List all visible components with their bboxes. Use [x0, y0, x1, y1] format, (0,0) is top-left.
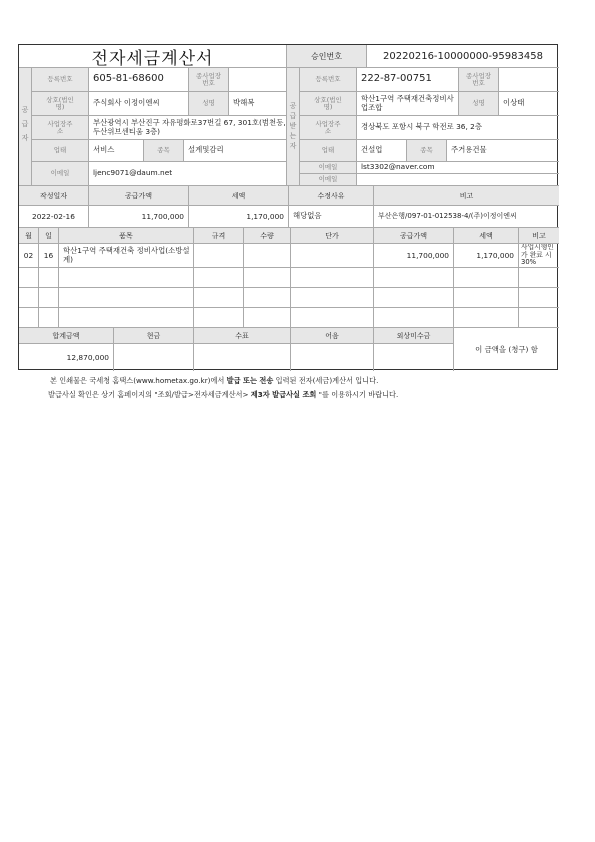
items-cell-spec — [194, 268, 244, 288]
items-cell-tax: 1,170,000 — [454, 244, 519, 268]
totals-check — [194, 344, 291, 371]
summary-supply: 11,700,000 — [89, 206, 189, 228]
items-cell-supply: 11,700,000 — [374, 244, 454, 268]
summary-header-note: 비고 — [374, 186, 559, 206]
supplier-branch-label: 종사업장번호 — [189, 68, 229, 92]
items-cell-qty — [244, 308, 291, 328]
items-cell-day — [39, 288, 59, 308]
totals-header-bill: 어음 — [291, 328, 374, 344]
summary-header-date: 작성일자 — [19, 186, 89, 206]
buyer-reg-label: 등록번호 — [300, 68, 357, 92]
items-cell-item — [59, 268, 194, 288]
totals-credit — [374, 344, 454, 371]
buyer-reg-value: 222-87-00751 — [357, 68, 459, 92]
items-header-qty: 수량 — [244, 228, 291, 244]
buyer-rep-label: 성명 — [459, 92, 499, 116]
items-cell-spec — [194, 308, 244, 328]
tax-invoice-form — [18, 44, 558, 370]
items-cell-supply — [374, 308, 454, 328]
buyer-email2-label: 이메일 — [300, 174, 357, 186]
supplier-biz-value: 서비스 — [89, 140, 144, 162]
buyer-biz-value: 건설업 — [357, 140, 407, 162]
items-cell-month — [19, 308, 39, 328]
summary-header-reason: 수정사유 — [289, 186, 374, 206]
totals-header-credit: 외상미수금 — [374, 328, 454, 344]
items-cell-day — [39, 268, 59, 288]
buyer-name-label: 상호(법인명) — [300, 92, 357, 116]
items-cell-tax — [454, 308, 519, 328]
totals-header-total: 합계금액 — [19, 328, 114, 344]
items-cell-month — [19, 268, 39, 288]
approval-number: 20220216-10000000-95983458 — [367, 45, 559, 68]
buyer-branch-value — [499, 68, 559, 92]
supplier-addr-label: 사업장주소 — [32, 116, 89, 140]
items-cell-supply — [374, 268, 454, 288]
supplier-branch-value — [229, 68, 287, 92]
items-header-item: 품목 — [59, 228, 194, 244]
buyer-side-label: 공급받는자 — [287, 68, 300, 186]
supplier-rep-value: 박해복 — [229, 92, 287, 116]
items-header-month: 월 — [19, 228, 39, 244]
buyer-email-value: lst3302@naver.com — [357, 162, 559, 174]
totals-total: 12,870,000 — [19, 344, 114, 371]
supplier-name-value: 주식회사 이정이엔씨 — [89, 92, 189, 116]
supplier-email-value: ljenc9071@daum.net — [89, 162, 287, 186]
items-header-supply: 공급가액 — [374, 228, 454, 244]
supplier-reg-label: 등록번호 — [32, 68, 89, 92]
summary-reason: 해당없음 — [289, 206, 374, 228]
items-cell-month — [19, 288, 39, 308]
buyer-email2-value — [357, 174, 559, 186]
items-cell-qty — [244, 288, 291, 308]
items-cell-day — [39, 308, 59, 328]
totals-header-cash: 현금 — [114, 328, 194, 344]
buyer-addr-value: 경상북도 포항시 북구 학전로 36, 2층 — [357, 116, 559, 140]
items-cell-item — [59, 288, 194, 308]
items-cell-spec — [194, 244, 244, 268]
items-header-note: 비고 — [519, 228, 559, 244]
items-cell-month: 02 — [19, 244, 39, 268]
buyer-item-label: 종목 — [407, 140, 447, 162]
supplier-name-label: 상호(법인명) — [32, 92, 89, 116]
invoice-title: 전자세금계산서 — [19, 45, 287, 68]
items-cell-spec — [194, 288, 244, 308]
items-cell-item — [59, 308, 194, 328]
supplier-reg-value: 605-81-68600 — [89, 68, 189, 92]
items-cell-note: 사업시행인가 완료 시 30% — [519, 244, 559, 268]
summary-note: 부산은행/097-01-012538-4/(주)이정이엔씨 — [374, 206, 559, 228]
summary-date: 2022-02-16 — [19, 206, 89, 228]
items-cell-tax — [454, 268, 519, 288]
totals-bill — [291, 344, 374, 371]
supplier-biz-label: 업태 — [32, 140, 89, 162]
items-header-tax: 세액 — [454, 228, 519, 244]
supplier-item-label: 종목 — [144, 140, 184, 162]
items-header-unit-price: 단가 — [291, 228, 374, 244]
totals-cash — [114, 344, 194, 371]
items-cell-note — [519, 288, 559, 308]
items-cell-qty — [244, 268, 291, 288]
items-header-spec: 규격 — [194, 228, 244, 244]
buyer-item-value: 주거용건물 — [447, 140, 559, 162]
notice-line-1: 본 인쇄물은 국세청 홈택스(www.hometax.go.kr)에서 발급 또는 전송 입력된 전자(세금)계산서 입니다. — [50, 376, 379, 385]
approval-label: 승인번호 — [287, 45, 367, 68]
supplier-email-label: 이메일 — [32, 162, 89, 186]
totals-header-check: 수표 — [194, 328, 291, 344]
items-cell-note — [519, 268, 559, 288]
summary-header-tax: 세액 — [189, 186, 289, 206]
buyer-biz-label: 업태 — [300, 140, 357, 162]
items-cell-supply — [374, 288, 454, 308]
items-cell-unit-price — [291, 288, 374, 308]
totals-claim-text: 이 금액을 (청구) 함 — [475, 345, 538, 354]
buyer-addr-label: 사업장주소 — [300, 116, 357, 140]
buyer-email-label: 이메일 — [300, 162, 357, 174]
items-cell-unit-price — [291, 308, 374, 328]
buyer-rep-value: 이상태 — [499, 92, 559, 116]
items-cell-tax — [454, 288, 519, 308]
supplier-side-label: 공급자 — [19, 68, 32, 186]
supplier-addr-value: 부산광역시 부산진구 자유평화로37번길 67, 301호(범천동, 두산위브센티움 3층) — [89, 116, 287, 140]
items-header-day: 일 — [39, 228, 59, 244]
items-cell-unit-price — [291, 268, 374, 288]
buyer-branch-label: 종사업장번호 — [459, 68, 499, 92]
notice-line-2: 발급사실 확인은 상기 홈페이지의 "조회/발급>전자세금계산서> 제3자 발급사실 조회 "를 이용하시기 바랍니다. — [48, 390, 399, 399]
buyer-name-value: 학산1구역 주택재건축정비사업조합 — [357, 92, 459, 116]
items-cell-day: 16 — [39, 244, 59, 268]
items-cell-unit-price — [291, 244, 374, 268]
supplier-item-value: 설계및감리 — [184, 140, 287, 162]
summary-tax: 1,170,000 — [189, 206, 289, 228]
items-cell-note — [519, 308, 559, 328]
items-cell-item: 학산1구역 주택재건축 정비사업(소방설계) — [59, 244, 194, 268]
supplier-rep-label: 성명 — [189, 92, 229, 116]
summary-header-supply: 공급가액 — [89, 186, 189, 206]
items-cell-qty — [244, 244, 291, 268]
